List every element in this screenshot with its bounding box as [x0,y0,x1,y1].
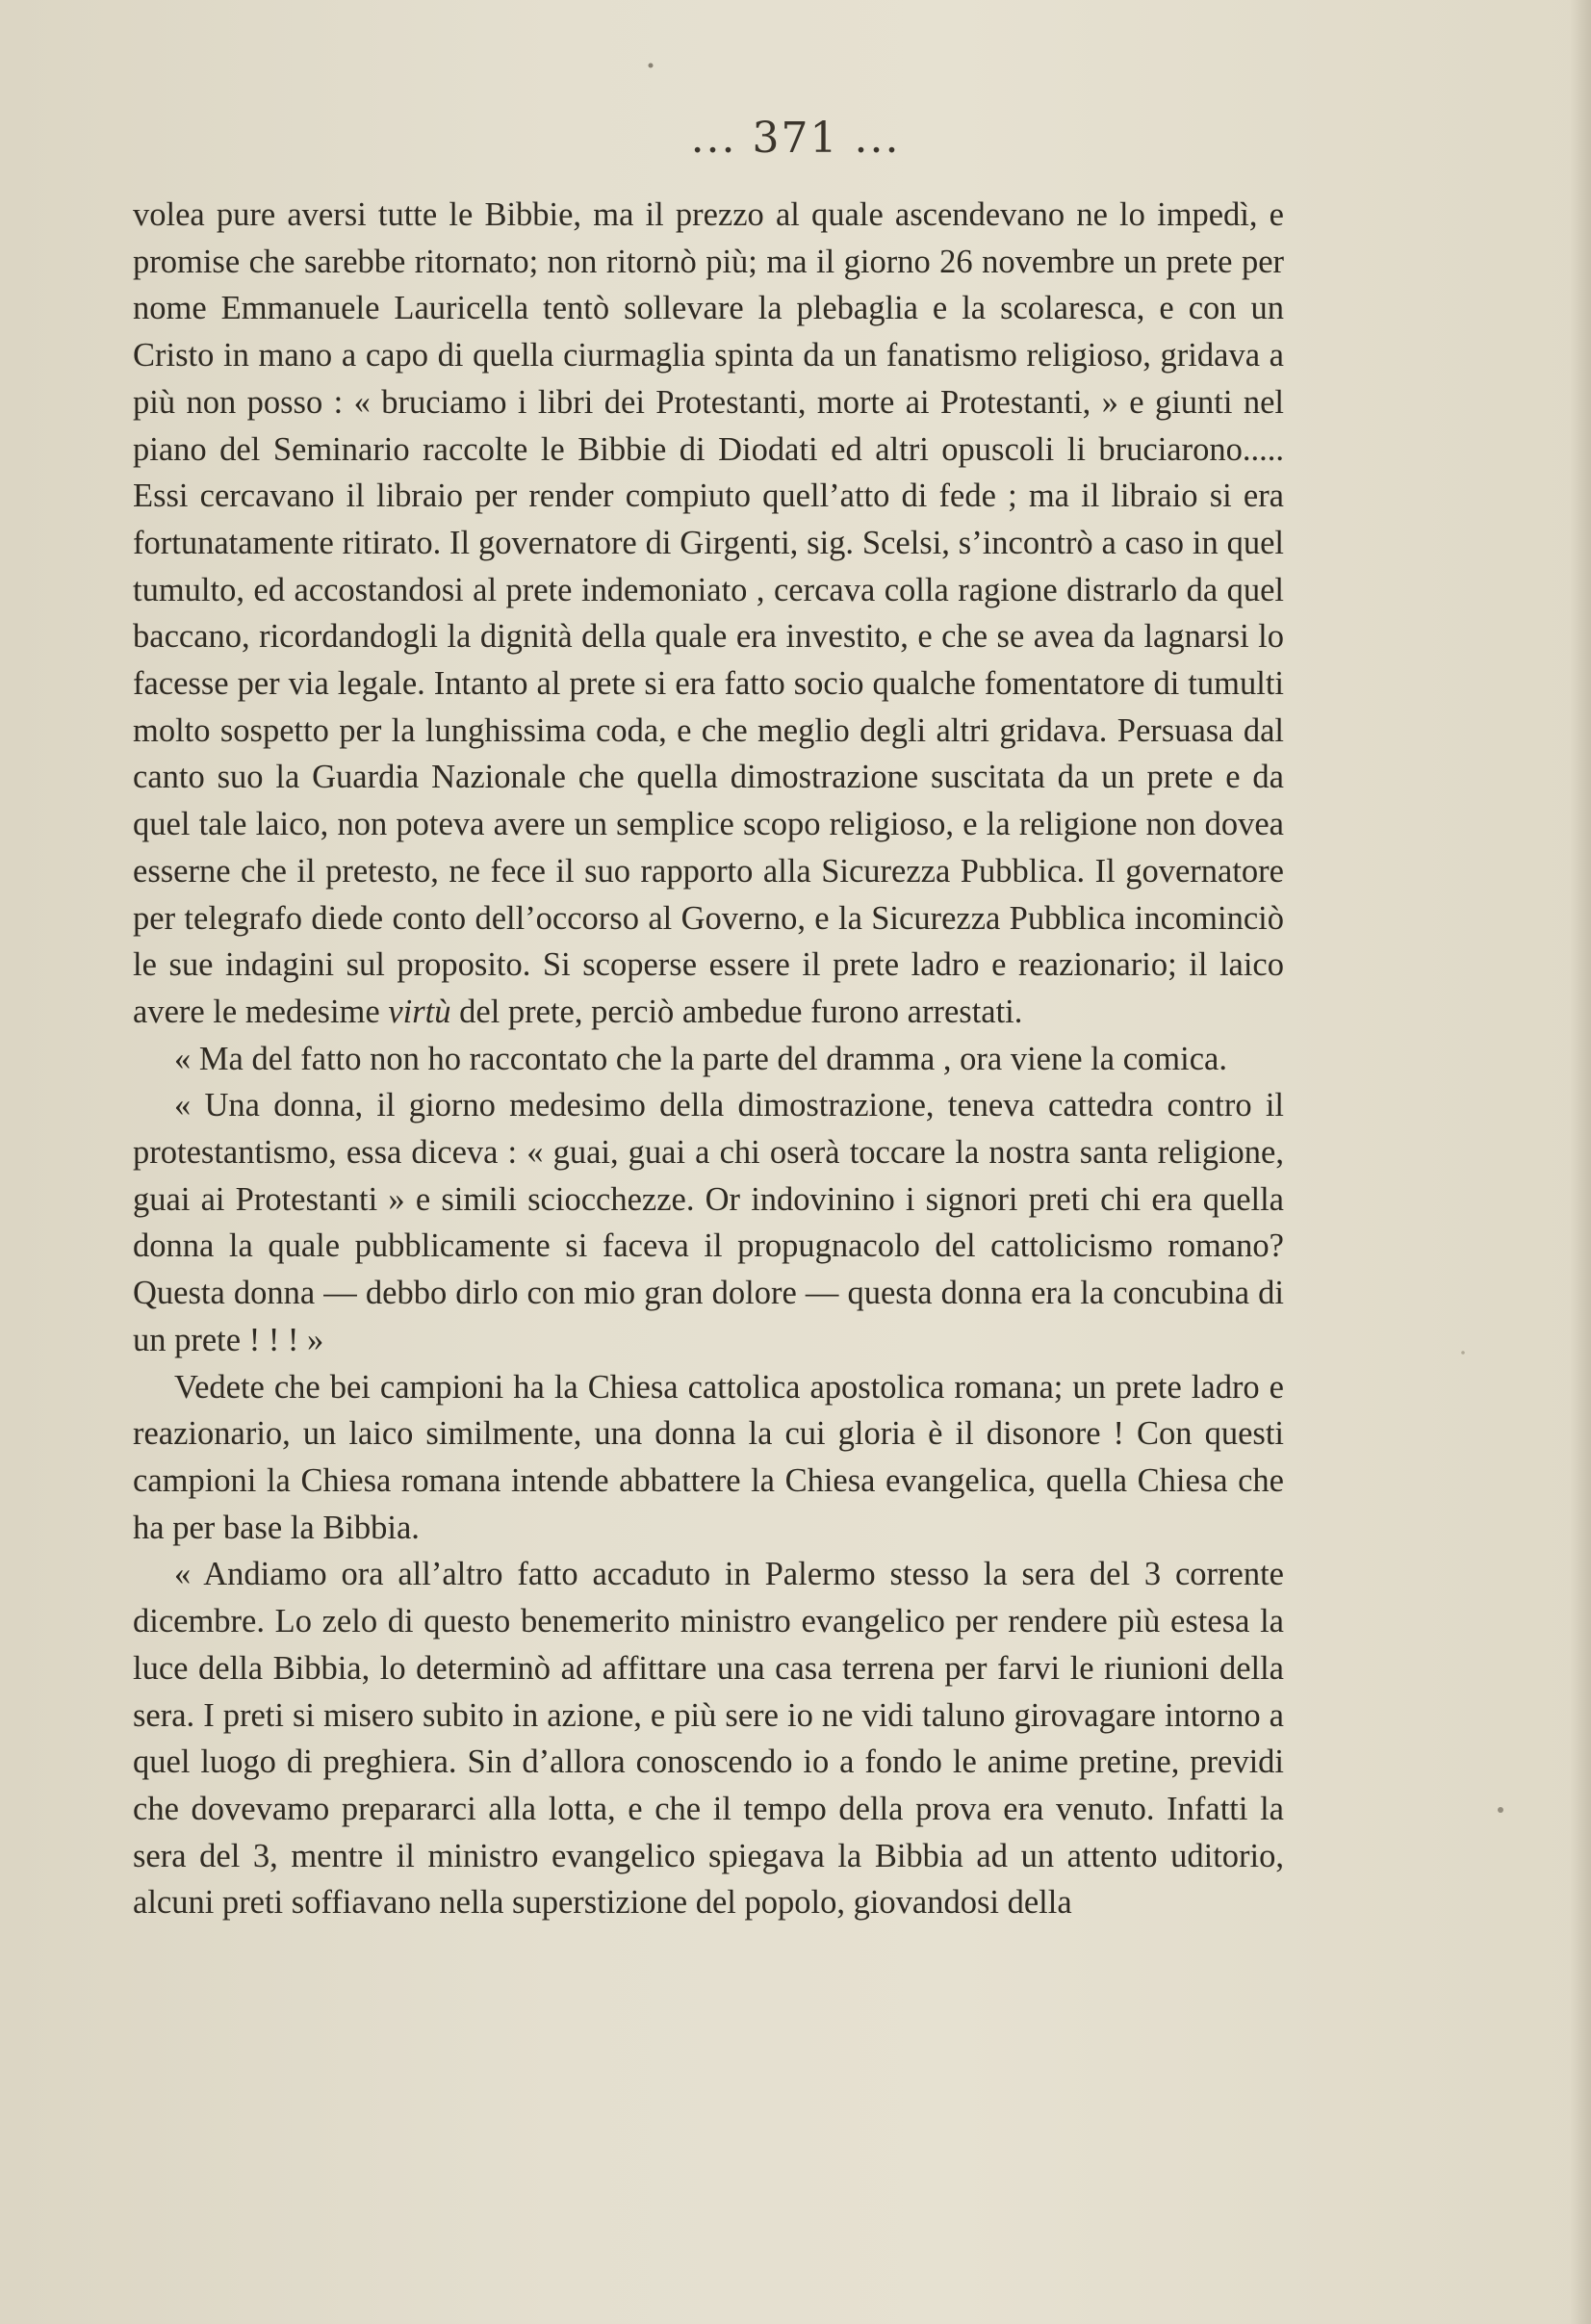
paragraph-2: « Ma del fatto non ho raccontato che la parte del dramma , ora viene la comica. [174,1040,1227,1077]
paragraph-3: « Una donna, il giorno medesimo della dimostrazione, teneva cattedra contro il protestantismo, essa diceva : « guai, guai a chi oserà toccare la nostra santa religione, guai ai Protestanti » e simili sciocchezze. Or indovinino i signori preti chi era quella donna la quale pubblicamente si faceva il propugnacolo del cattolicismo romano? Questa donna — debbo dirlo con mio gran dolore — questa donna era la concubina di un prete ! ! ! » [133,1087,1284,1358]
page-number: ... 371 ... [690,114,901,163]
paragraph-4: Vedete che bei campioni ha la Chiesa cattolica apostolica romana; un prete ladro e reazionario, un laico similmente, una donna la cui gloria è il disonore ! Con questi campioni la Chiesa romana intende abbattere la Chiesa evangelica, quella Chiesa che ha per base la Bibbia. [133,1368,1284,1546]
paragraph-1-text-end: del prete, perciò ambedue furono arrestati. [450,993,1023,1030]
body-text [133,192,1284,1926]
paragraph-1-text: volea pure aversi tutte le Bibbie, ma il prezzo al quale ascendevano ne lo impedì, e promise che sarebbe ritornato; non ritornò più; ma il giorno 26 novembre un prete per nome Emmanuele Lauricella tentò sollevare la plebaglia e la scolaresca, e con un Cristo in mano a capo di quella ciurmaglia spinta da un fanatismo religioso, gridava a più non posso : « bruciamo i libri dei Protestanti, morte ai Protestanti, » e giunti nel piano del Seminario raccolte le Bibbie di Diodati ed altri opuscoli li bruciarono..... Essi cercavano il libraio per render compiuto quell’atto di fede ; ma il libraio si era fortunatamente ritirato. Il governatore di Girgenti, sig. Scelsi, s’incontrò a caso in quel tumulto, ed accostandosi al prete indemoniato , cercava colla ragione distrarlo da quel baccano, ricordandogli la dignità della quale era investito, e che se avea da lagnarsi lo facesse per via legale. Intanto al prete si era fatto socio qualche fomentatore di tumulti molto sospetto per la lunghissima coda, e che meglio degli altri gridava. Persuasa dal canto suo la Guardia Nazionale che quella dimostrazione suscitata da un prete e da quel tale laico, non poteva avere un semplice scopo religioso, e la religione non dovea esserne che il pretesto, ne fece il suo rapporto alla Sicurezza Pubblica. Il governatore per telegrafo diede conto dell’occorso al Governo, e la Sicurezza Pubblica incominciò le sue indagini sul proposito. Si scoperse essere il prete ladro e reazionario; il laico avere le medesime [133,196,1284,1030]
paragraph-1 [133,192,1284,1036]
paragraph-5: « Andiamo ora all’altro fatto accaduto in Palermo stesso la sera del 3 corrente dicembre. Lo zelo di questo benemerito ministro evangelico per rendere più estesa la luce della Bibbia, lo determinò ad affittare una casa terrena per farvi le riunioni della sera. I preti si misero subito in azione, e più sere io ne vidi taluno girovagare intorno a quel luogo di preghiera. Sin d’allora conoscendo io a fondo le anime pretine, previdi che dovevamo prepararci alla lotta, e che il tempo della prova era venuto. Infatti la sera del 3, mentre il ministro evangelico spiegava la Bibbia ad un attento uditorio, alcuni preti soffiavano nella superstizione del popolo, giovandosi della [133,1556,1284,1922]
page-edge-shadow [1570,0,1591,2324]
paragraph-1-italic: virtù [388,993,451,1030]
